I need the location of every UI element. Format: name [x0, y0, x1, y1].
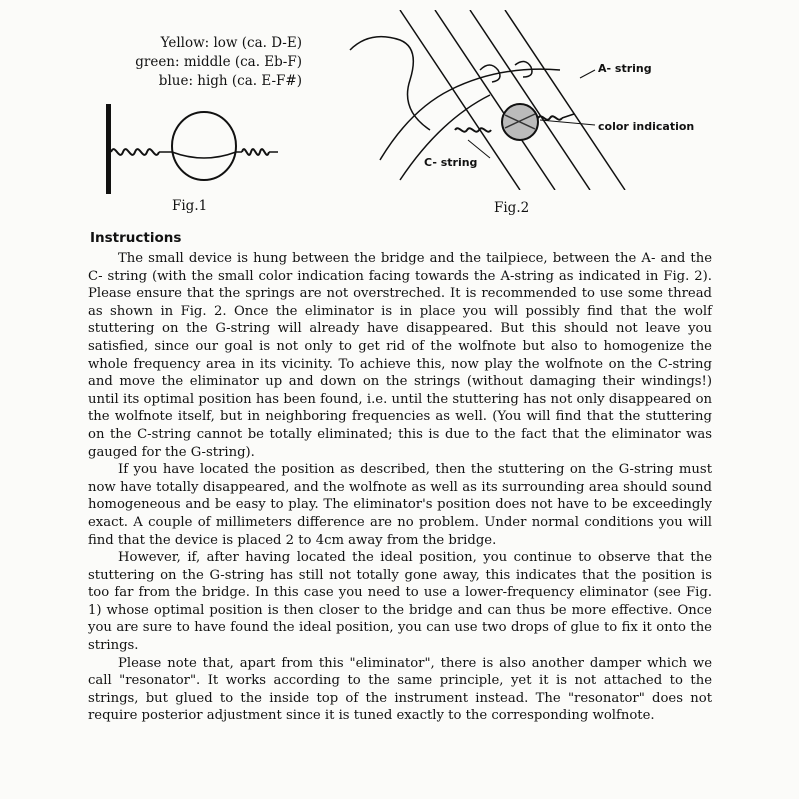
- paragraph: If you have located the position as described, then the stuttering on the G-string must now have totally disappeared, and the wolfnote as well as its surrounding area should sound homogeneous and be easy to play. The eliminator's position does not have to be exceedingly exact. A couple of millimeters difference are no problem. Under normal conditions you will find that the device is placed 2 to 4cm away from the bridge.: [88, 462, 712, 548]
- paragraph: However, if, after having located the ideal position, you continue to observe that the stuttering on the G-string has still not totally gone away, this indicates that the position is too far from the bridge. In this case you need to use a lower-frequency eliminator (see Fig. 1) whose optimal position is then closer to the bridge and can thus be more effective. Once you are sure to have found the ideal position, you can use two drops of glue to fix it onto the strings.: [88, 550, 712, 654]
- right-spring: [242, 149, 269, 155]
- instructions-body: [88, 250, 712, 725]
- a-string-label: A- string: [598, 62, 652, 75]
- c-string-label: C- string: [424, 156, 478, 169]
- left-spring: [111, 149, 159, 155]
- eliminator-ball: [172, 112, 236, 180]
- figure-2-drawing: [340, 10, 720, 190]
- color-indication-label: color indication: [598, 120, 695, 133]
- mount-post: [106, 104, 111, 194]
- scroll-outline: [350, 37, 430, 130]
- instructions-heading: Instructions: [90, 230, 182, 246]
- paragraph: The small device is hung between the bridge and the tailpiece, between the A- and the C- string (with the small color indication facing towards the A-string as indicated in Fig. 2). Please ensure that the springs are not overstreched. It is recommended to use some thread as shown in Fig. 2. Once the eliminator is in place you will possibly find that the wolf stuttering on the G-string will already have disappeared. But this should not leave you satisfied, since our goal is not only to get rid of the wolfnote but also to homogenize the whole frequency area in its vicinity. To achieve this, now play the wolfnote on the C-string and move the eliminator up and down on the strings (without damaging their windings!) until its optimal position has been found, i.e. until the stuttering has not only disappeared on the wolfnote itself, but in neighboring frequencies as well. (You will find that the stuttering on the C-string cannot be totally eliminated; this is due to the fact that the eliminator was gauged for the G-string).: [88, 251, 712, 460]
- legend-blue: blue: high (ca. E-F#): [158, 73, 302, 89]
- figure-1-drawing: [100, 104, 280, 194]
- color-legend: [92, 34, 302, 91]
- paragraph: Please note that, apart from this "eliminator", there is also another damper which we call "resonator". It works according to the same principle, yet it is not attached to the strings, but glued to the inside top of the instrument instead. The "resonator" does not require posterior adjustment since it is tuned exactly to the corresponding wolfnote.: [88, 655, 712, 724]
- fig1-caption: Fig.1: [172, 198, 208, 214]
- fig2-caption: Fig.2: [494, 200, 530, 216]
- legend-yellow: Yellow: low (ca. D-E): [160, 35, 302, 51]
- left-spring-fig2: [455, 128, 491, 131]
- legend-green: green: middle (ca. Eb-F): [135, 54, 302, 70]
